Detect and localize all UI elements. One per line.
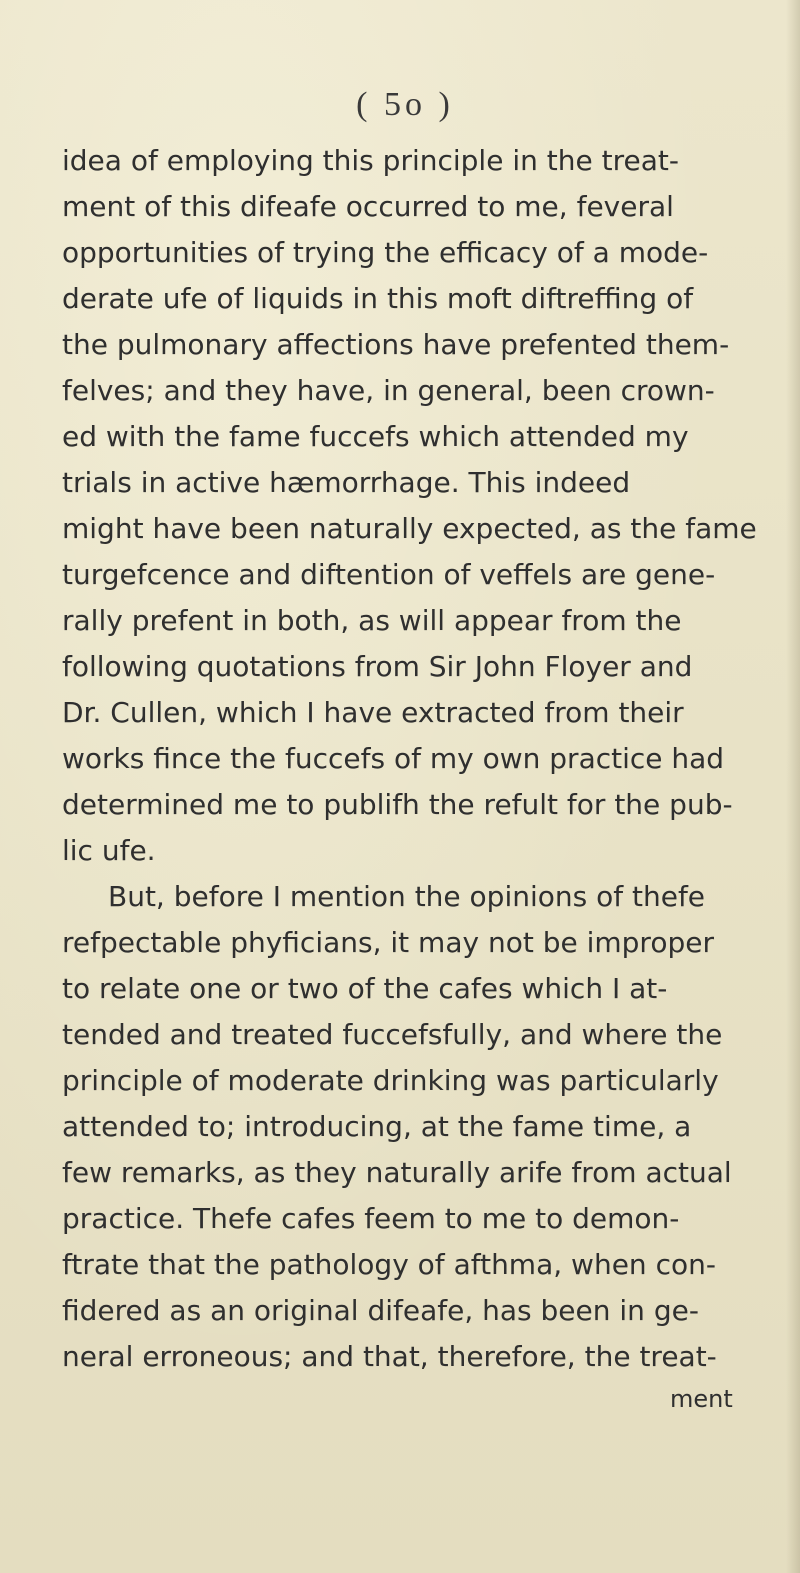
catchword: ment — [670, 1385, 733, 1413]
paragraph-first-line: But, before I mention the opinions of thefe — [108, 880, 706, 913]
text-line: turgefcence and diftention of veffels are gene- — [62, 558, 716, 591]
text-line: ed with the fame fuccefs which attended my — [62, 420, 689, 453]
text-line: Dr. Cullen, which I have extracted from their — [62, 696, 684, 729]
page-edge-shadow — [786, 0, 800, 1573]
text-line: trials in active hæmorrhage. This indeed — [62, 466, 631, 499]
text-line: idea of employing this principle in the treat- — [62, 144, 679, 177]
page-number: ( 5o ) — [356, 86, 454, 123]
text-line: rally prefent in both, as will appear from the — [62, 604, 682, 637]
text-line: principle of moderate drinking was particularly — [62, 1064, 719, 1097]
text-line: ftrate that the pathology of afthma, when con- — [62, 1248, 716, 1281]
text-line: tended and treated fuccefsfully, and where the — [62, 1018, 723, 1051]
text-line: works fince the fuccefs of my own practice had — [62, 742, 725, 775]
text-line: following quotations from Sir John Floyer and — [62, 650, 693, 683]
text-line: opportunities of trying the efficacy of a mode- — [62, 236, 709, 269]
text-line: attended to; introducing, at the fame time, a — [62, 1110, 692, 1143]
text-line: neral erroneous; and that, therefore, the treat- — [62, 1340, 717, 1373]
text-line: lic ufe. — [62, 834, 156, 867]
text-line: ment of this difeafe occurred to me, feveral — [62, 190, 674, 223]
text-line: felves; and they have, in general, been crown- — [62, 374, 715, 407]
text-line: the pulmonary affections have prefented them- — [62, 328, 730, 361]
text-line: derate ufe of liquids in this moft diftreffing of — [62, 282, 694, 315]
text-line: determined me to publifh the refult for the pub- — [62, 788, 733, 821]
text-line: to relate one or two of the cafes which I at- — [62, 972, 668, 1005]
text-line: practice. Thefe cafes feem to me to demon- — [62, 1202, 680, 1235]
text-line: fidered as an original difeafe, has been in ge- — [62, 1294, 699, 1327]
text-line: might have been naturally expected, as the fame — [62, 512, 757, 545]
text-line: refpectable phyficians, it may not be improper — [62, 926, 714, 959]
text-line: few remarks, as they naturally arife from actual — [62, 1156, 732, 1189]
